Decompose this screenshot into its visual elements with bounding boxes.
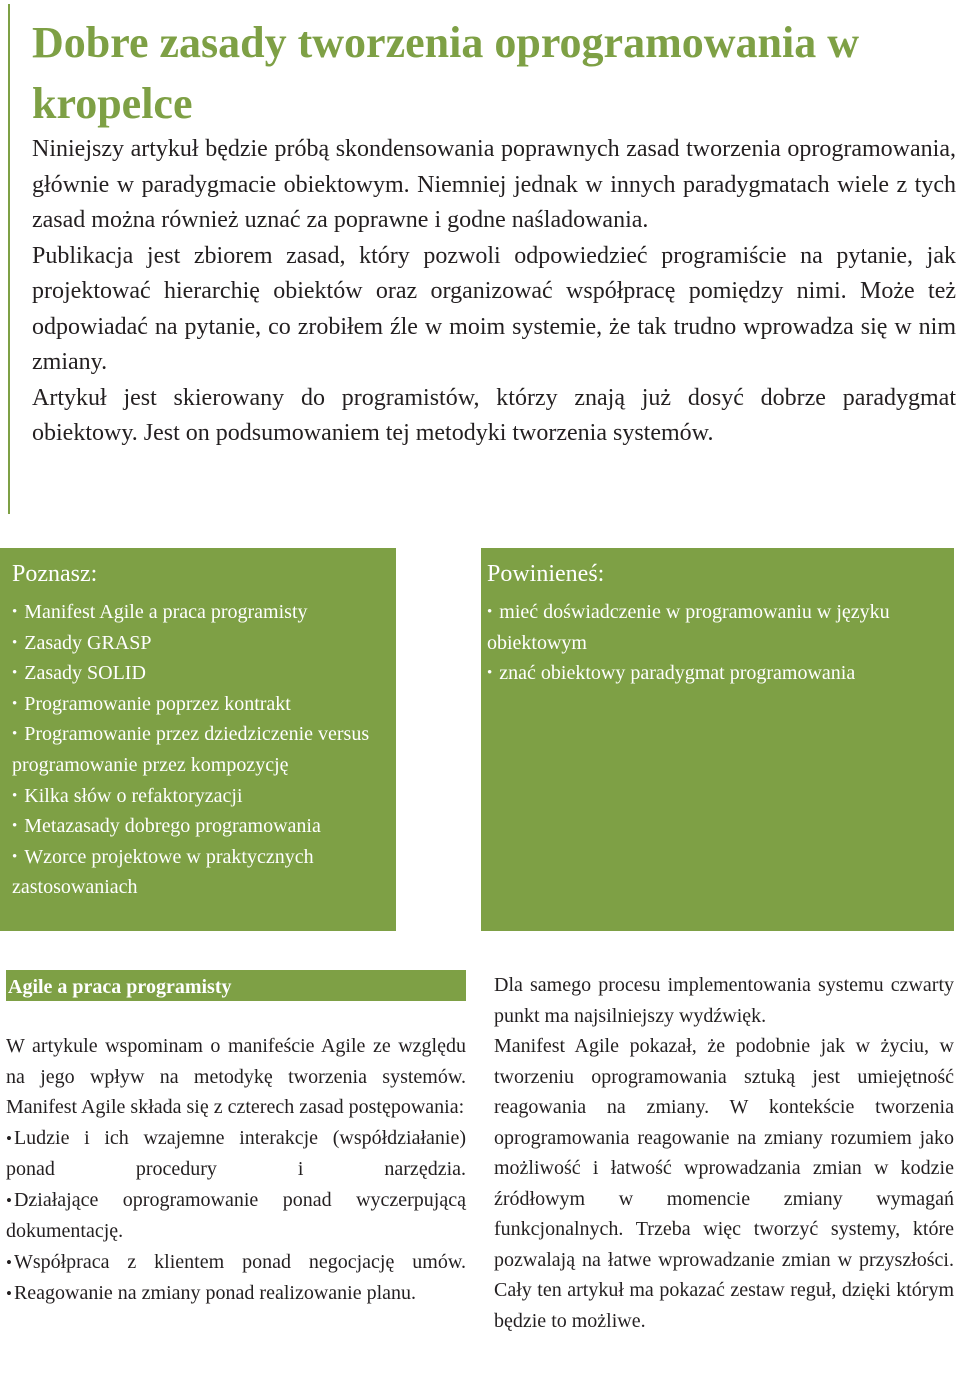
requirements-box bbox=[481, 548, 954, 931]
list-item-text: Zasady SOLID bbox=[24, 662, 146, 685]
list-item bbox=[12, 719, 390, 780]
list-item-text: Kilka słów o refaktoryzacji bbox=[24, 784, 243, 807]
list-item-text: Programowanie poprzez kontrakt bbox=[24, 692, 291, 715]
list-item-text: Wzorce projektowe w praktycznych zastosowaniach bbox=[12, 845, 314, 899]
bullet-icon: • bbox=[12, 818, 18, 835]
list-item bbox=[12, 811, 390, 842]
principle-text: Reagowanie na zmiany ponad realizowanie planu. bbox=[13, 1282, 417, 1304]
learn-box-heading: Poznasz: bbox=[12, 561, 98, 587]
list-item-text: znać obiektowy paradygmat programowania bbox=[499, 662, 856, 685]
list-item bbox=[12, 658, 390, 689]
right-column bbox=[494, 970, 954, 1336]
list-item bbox=[12, 597, 390, 628]
list-item-text: Metazasady dobrego programowania bbox=[24, 815, 321, 838]
principle-text: Działające oprogramowanie ponad wyczerpującą dokumentację. bbox=[6, 1188, 466, 1242]
bullet-icon: • bbox=[487, 604, 493, 620]
list-item bbox=[487, 658, 948, 689]
requirements-list bbox=[487, 597, 948, 689]
article-title: Dobre zasady tworzenia oprogramowania w kropelce bbox=[32, 18, 859, 128]
intro-body bbox=[32, 132, 956, 452]
principle-item bbox=[6, 1247, 466, 1279]
section-paragraph: W artykule wspominam o manifeście Agile ze względu na jego wpływ na metodykę tworzenia systemów. Manifest Agile składa się z czterech zasad postępowania: bbox=[6, 1035, 466, 1118]
intro-paragraph: Niniejszy artykuł będzie próbą skondensowania poprawnych zasad tworzenia oprogramowania, głównie w paradygmacie obiektowym. Niemniej jednak w innych paradygmatach wiele z tych zasad można również uznać za poprawne i godne naśladowania. bbox=[32, 136, 956, 233]
list-item-text: Manifest Agile a praca programisty bbox=[24, 601, 308, 623]
bullet-icon: • bbox=[12, 695, 18, 712]
list-item-text: mieć doświadczenie w programowaniu w języku obiektowym bbox=[487, 601, 890, 654]
body-paragraph: Dla samego procesu implementowania systemu czwarty punkt ma najsilniejszy wydźwięk. bbox=[494, 974, 954, 1027]
intro-paragraph: Publikacja jest zbiorem zasad, który pozwoli odpowiedzieć programiście na pytanie, jak projektować hierarchię obiektów oraz organizować współpracę pomiędzy nimi. Może też odpowiadać na pytanie, co zrobiłem źle w moim systemie, że tak trudno wprowadza się w nim zmiany. bbox=[32, 242, 956, 375]
left-column bbox=[6, 970, 466, 1310]
bullet-icon: • bbox=[12, 787, 18, 804]
intro-section bbox=[8, 4, 956, 514]
list-item-text: Zasady GRASP bbox=[24, 631, 152, 654]
bullet-icon: • bbox=[12, 726, 18, 743]
bullet-icon: • bbox=[12, 604, 18, 620]
bullet-icon: • bbox=[12, 848, 18, 865]
list-item bbox=[12, 842, 390, 903]
list-item-text: Programowanie przez dziedziczenie versus programowanie przez kompozycję bbox=[12, 723, 370, 776]
bullet-icon: • bbox=[6, 1128, 12, 1148]
body-paragraph: Manifest Agile pokazał, że podobnie jak w życiu, w tworzeniu oprogramowania sztuką jest umiejętność reagowania na zmiany. W kontekście tworzenia oprogramowania reagowanie na zmiany rozumiem jako możliwość i łatwość wprowadzania zmian w kodzie źródłowym w momencie zmiany wymagań funkcjonalnych. Trzeba więc tworzyć systemy, które pozwalają na łatwe wprowadzanie zmian w przyszłości. Cały ten artykuł ma pokazać zestaw reguł, dzięki którym będzie to możliwe. bbox=[494, 1035, 954, 1332]
intro-paragraph: Artykuł jest skierowany do programistów, którzy znają już dosyć dobrze paradygmat obiektowy. Jest on podsumowaniem tej metodyki tworzenia systemów. bbox=[32, 384, 956, 446]
bullet-icon: • bbox=[6, 1284, 12, 1303]
bullet-icon: • bbox=[487, 665, 493, 682]
bullet-icon: • bbox=[6, 1252, 12, 1272]
bullet-icon: • bbox=[12, 634, 18, 651]
requirements-box-heading: Powinieneś: bbox=[487, 561, 605, 587]
principle-text: Ludzie i ich wzajemne interakcje (współdziałanie) ponad procedury i narzędzia. bbox=[6, 1126, 466, 1180]
principle-item bbox=[6, 1185, 466, 1247]
bullet-icon: • bbox=[12, 665, 18, 682]
list-item bbox=[12, 689, 390, 720]
principle-item bbox=[6, 1123, 466, 1185]
principle-item bbox=[6, 1278, 466, 1310]
list-item bbox=[487, 597, 948, 658]
learn-list bbox=[12, 597, 390, 903]
list-item bbox=[12, 781, 390, 812]
list-item bbox=[12, 628, 390, 659]
principle-text: Współpraca z klientem ponad negocjację umów. bbox=[13, 1250, 466, 1273]
learn-box bbox=[0, 548, 396, 931]
bullet-icon: • bbox=[6, 1190, 12, 1210]
section-heading: Agile a praca programisty bbox=[6, 970, 466, 1001]
